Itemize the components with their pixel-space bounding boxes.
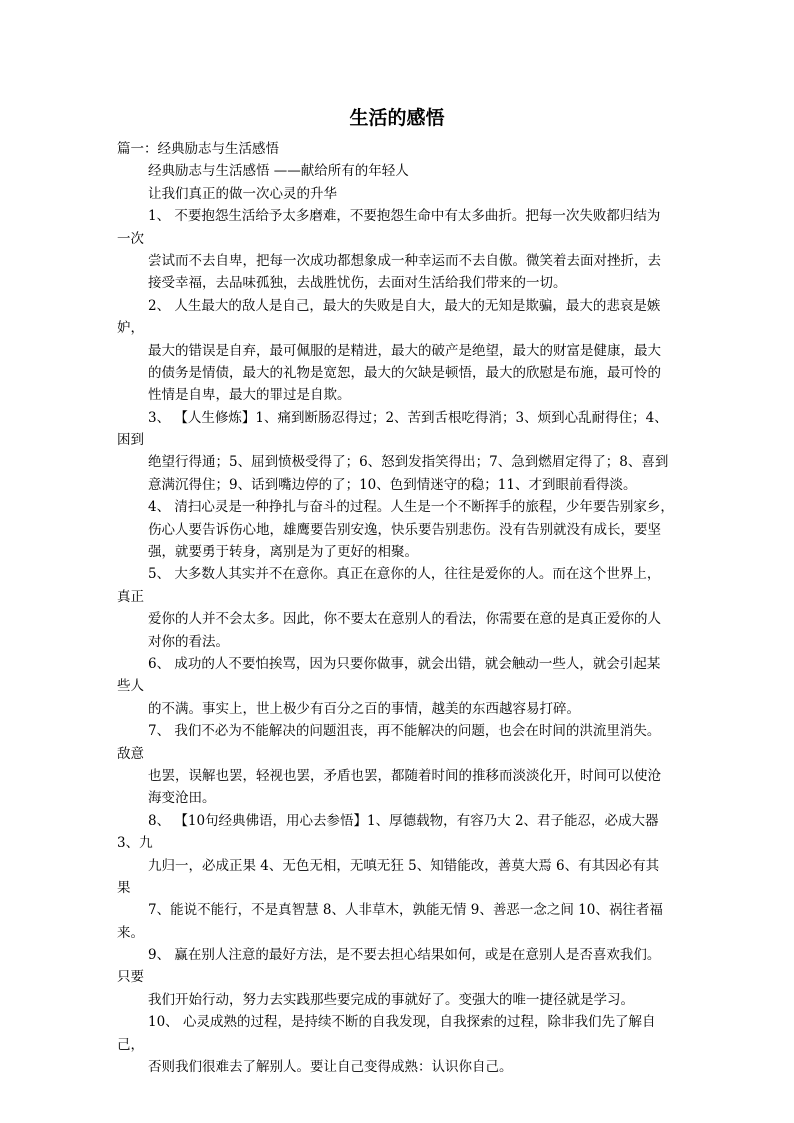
text-line: 篇一：经典励志与生活感悟 <box>117 141 279 157</box>
text-line: 强，就要勇于转身，离别是为了更好的相聚。 <box>148 544 418 561</box>
text-line: 9、 赢在别人注意的最好方法，是不要去担心结果如何，或是在意别人是否喜欢我们。 <box>148 947 661 964</box>
text-line: 九归一，必成正果 4、无色无相，无嗔无狂 5、知错能改，善莫大焉 6、有其因必有其 <box>148 857 660 874</box>
text-line: 7、 我们不必为不能解决的问题沮丧，再不能解决的问题，也会在时间的洪流里消失。 <box>148 723 661 740</box>
text-line: 果 <box>117 879 131 896</box>
text-line: 7、能说不能行，不是真智慧 8、人非草木，孰能无情 9、善恶一念之间 10、祸往者福 <box>148 902 663 919</box>
text-line: 最大的错误是自弃，最可佩服的是精进，最大的破产是绝望，最大的财富是健康，最大 <box>148 342 661 359</box>
text-line: 也罢，误解也罢，轻视也罢，矛盾也罢，都随着时间的推移而淡淡化开，时间可以使沧 <box>148 767 661 784</box>
text-line: 接受幸福，去品味孤独，去战胜忧伤，去面对生活给我们带来的一切。 <box>148 275 567 292</box>
text-line: 困到 <box>117 432 144 449</box>
text-line: 让我们真正的做一次心灵的升华 <box>148 185 337 202</box>
text-line: 我们开始行动，努力去实践那些要完成的事就好了。变强大的唯一捷径就是学习。 <box>148 991 634 1008</box>
text-line: 4、 清扫心灵是一种挣扎与奋斗的过程。人生是一个不断挥手的旅程，少年要告别家乡， <box>148 499 674 516</box>
text-line: 伤心人要告诉伤心地，雄鹰要告别安逸，快乐要告别悲伤。没有告别就没有成长，要坚 <box>148 521 661 538</box>
text-line: 否则我们很难去了解别人。要让自己变得成熟：认识你自己。 <box>148 1059 513 1076</box>
text-line: 爱你的人并不会太多。因此，你不要太在意别人的看法，你需要在意的是真正爱你的人 <box>148 611 661 628</box>
text-line: 的不满。事实上，世上极少有百分之百的事情，越美的东西越容易打碎。 <box>148 700 580 717</box>
text-line: 的债务是情债，最大的礼物是宽恕，最大的欠缺是顿悟，最大的欣慰是布施，最可怜的 <box>148 364 661 381</box>
text-line: 真正 <box>117 588 144 605</box>
text-line: 8、 【10句经典佛语，用心去参悟】1、厚德载物，有容乃大 2、君子能忍，必成大器 <box>148 812 659 829</box>
text-line: 6、 成功的人不要怕挨骂，因为只要你做事，就会出错，就会触动一些人，就会引起某 <box>148 655 661 672</box>
text-line: 性情是自卑，最大的罪过是自欺。 <box>148 387 351 404</box>
text-line: 2、 人生最大的敌人是自己，最大的失败是自大，最大的无知是欺骗，最大的悲哀是嫉 <box>148 297 661 314</box>
text-line: 些人 <box>117 678 144 695</box>
text-line: 一次 <box>117 230 144 247</box>
text-line: 对你的看法。 <box>148 633 229 650</box>
text-line: 5、 大多数人其实并不在意你。真正在意你的人，往往是爱你的人。而在这个世界上， <box>148 566 661 583</box>
text-line: 海变沧田。 <box>148 790 216 807</box>
text-line: 只要 <box>117 969 144 986</box>
text-line: 3、九 <box>117 835 153 852</box>
document-title: 生活的感悟 <box>349 107 445 129</box>
text-line: 经典励志与生活感悟 ——献给所有的年轻人 <box>148 163 409 180</box>
text-line: 尝试而不去自卑，把每一次成功都想象成一种幸运而不去自傲。微笑着去面对挫折，去 <box>148 252 661 269</box>
text-line: 己， <box>117 1036 144 1053</box>
text-line: 妒， <box>117 320 144 337</box>
text-line: 绝望行得通；5、屈到愤极受得了；6、怒到发指笑得出；7、急到燃眉定得了；8、喜到 <box>148 454 669 471</box>
text-line: 意满沉得住；9、话到嘴边停的了；10、色到情迷守的稳；11、才到眼前看得淡。 <box>148 476 637 493</box>
text-line: 3、 【人生修炼】1、痛到断肠忍得过；2、苦到舌根吃得消；3、烦到心乱耐得住；4、 <box>148 409 668 426</box>
document-body <box>117 138 683 1078</box>
text-line: 10、 心灵成熟的过程，是持续不断的自我发现，自我探索的过程，除非我们先了解自 <box>148 1014 656 1031</box>
text-line: 1、 不要抱怨生活给予太多磨难，不要抱怨生命中有太多曲折。把每一次失败都归结为 <box>148 208 661 225</box>
text-line: 来。 <box>117 924 144 941</box>
text-line: 敌意 <box>117 745 144 762</box>
